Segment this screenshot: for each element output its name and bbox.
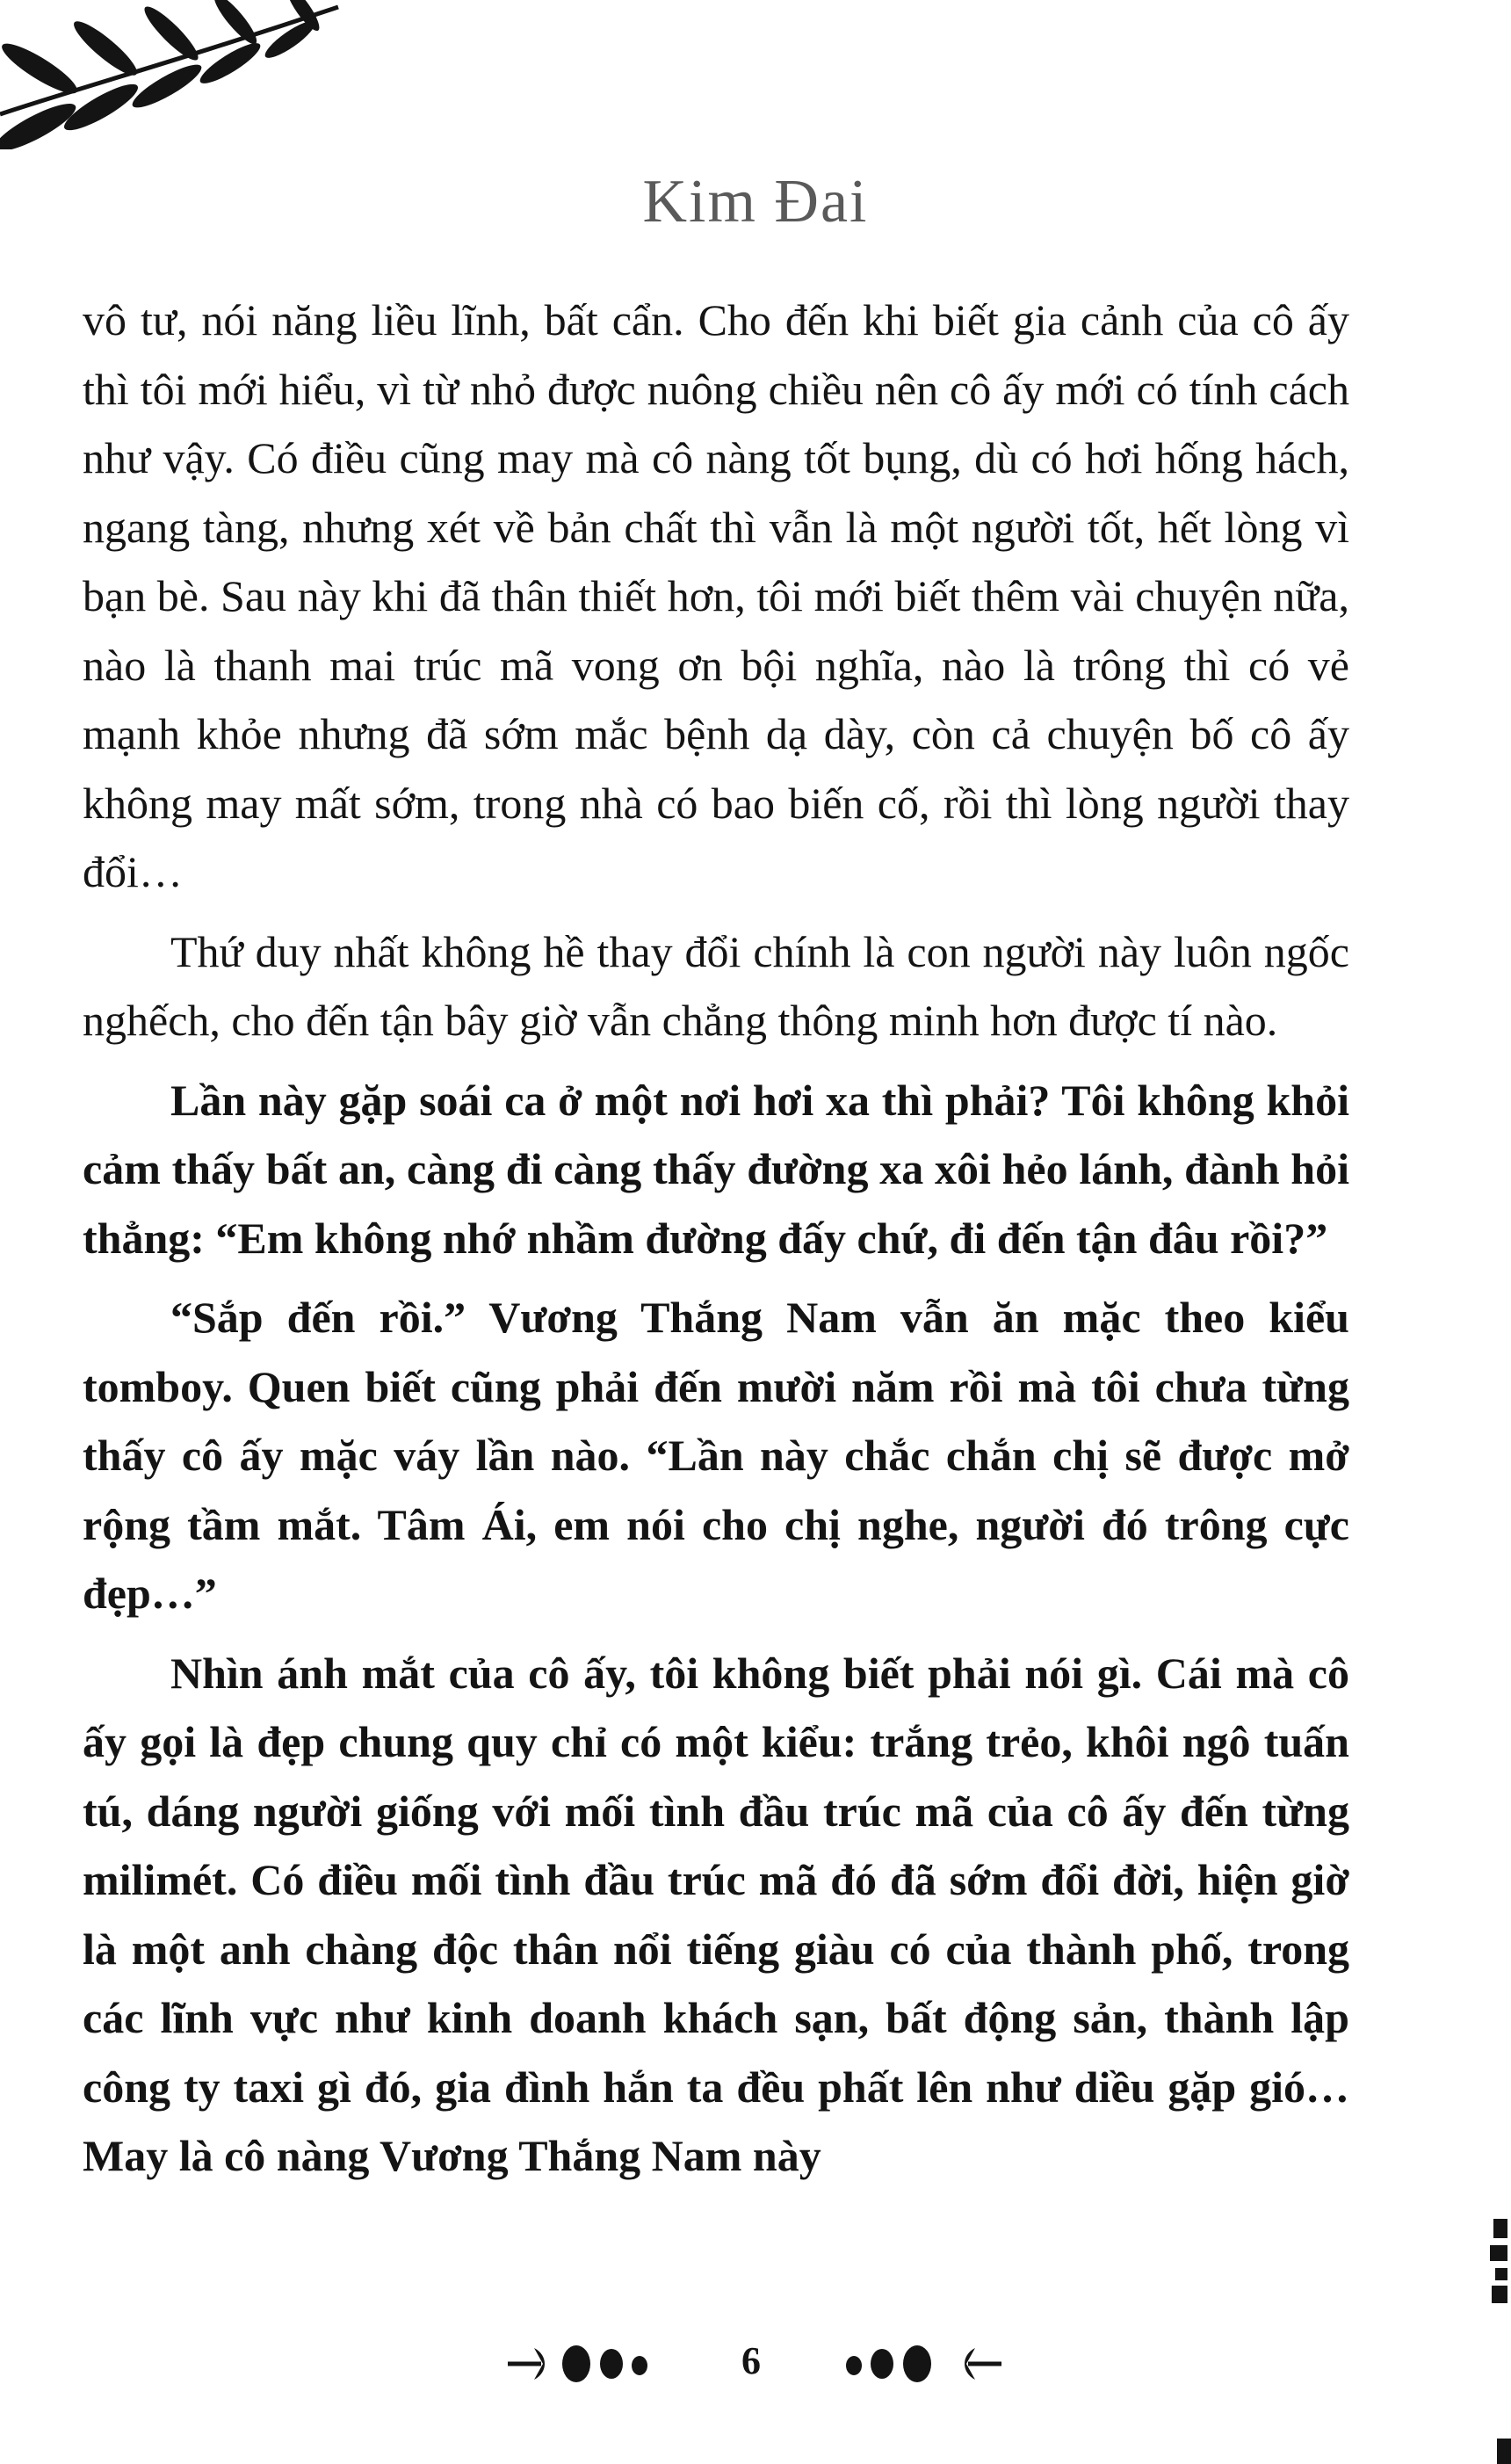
- arrow-dots-left-icon: [508, 2337, 666, 2390]
- arrow-dots-right-icon: [843, 2337, 1001, 2390]
- paragraph-3: Lần này gặp soái ca ở một nơi hơi xa thì phải? Tôi không khỏi cảm thấy bất an, càng đi càng thấy đường xa xôi hẻo lánh, đành hỏi thẳng: “Em không nhớ nhầm đường đấy chứ, đi đến tận đâu rồi?”: [83, 1075, 1349, 1263]
- body-text: [83, 286, 1349, 2201]
- paragraph-1: vô tư, nói năng liều lĩnh, bất cẩn. Cho đến khi biết gia cảnh của cô ấy thì tôi mới hiểu, vì từ nhỏ được nuông chiều nên cô ấy mới có tính cách như vậy. Có điều cũng may mà cô nàng tốt bụng, dù có hơi hống hách, ngang tàng, nhưng xét về bản chất thì vẫn là một người tốt, hết lòng vì bạn bè. Sau này khi đã thân thiết hơn, tôi mới biết thêm vài chuyện nữa, nào là thanh mai trúc mã vong ơn bội nghĩa, nào là trông thì có vẻ mạnh khỏe nhưng đã sớm mắc bệnh dạ dày, còn cả chuyện bố cô ấy không may mất sớm, trong nhà có bao biến cố, rồi thì lòng người thay đổi…: [83, 295, 1349, 896]
- scan-edge-marks: [1486, 2219, 1511, 2464]
- paragraph-2: Thứ duy nhất không hề thay đổi chính là con người này luôn ngốc nghếch, cho đến tận bây giờ vẫn chẳng thông minh hơn được tí nào.: [83, 926, 1349, 1045]
- running-title: Kim Đai: [642, 168, 869, 236]
- page-number: 6: [741, 2339, 761, 2382]
- leaf-branch-icon: [0, 0, 351, 149]
- paragraph-5: Nhìn ánh mắt của cô ấy, tôi không biết phải nói gì. Cái mà cô ấy gọi là đẹp chung quy chỉ có một kiểu: trắng trẻo, khôi ngô tuấn tú, dáng người giống với mối tình đầu trúc mã của cô ấy đến từng milimét. Có điều mối tình đầu trúc mã đó đã sớm đổi đời, hiện giờ là một anh chàng độc thân nổi tiếng giàu có của thành phố, trong các lĩnh vực như kinh doanh khách sạn, bất động sản, thành lập công ty taxi gì đó, gia đình hắn ta đều phất lên như diều gặp gió… May là cô nàng Vương Thắng Nam này: [83, 1648, 1349, 2180]
- paragraph-4: “Sắp đến rồi.” Vương Thắng Nam vẫn ăn mặc theo kiểu tomboy. Quen biết cũng phải đến mười năm rồi mà tôi chưa từng thấy cô ấy mặc váy lần nào. “Lần này chắc chắn chị sẽ được mở rộng tầm mắt. Tâm Ái, em nói cho chị nghe, người đó trông cực đẹp…”: [83, 1293, 1349, 1618]
- page-footer: [0, 2330, 1511, 2401]
